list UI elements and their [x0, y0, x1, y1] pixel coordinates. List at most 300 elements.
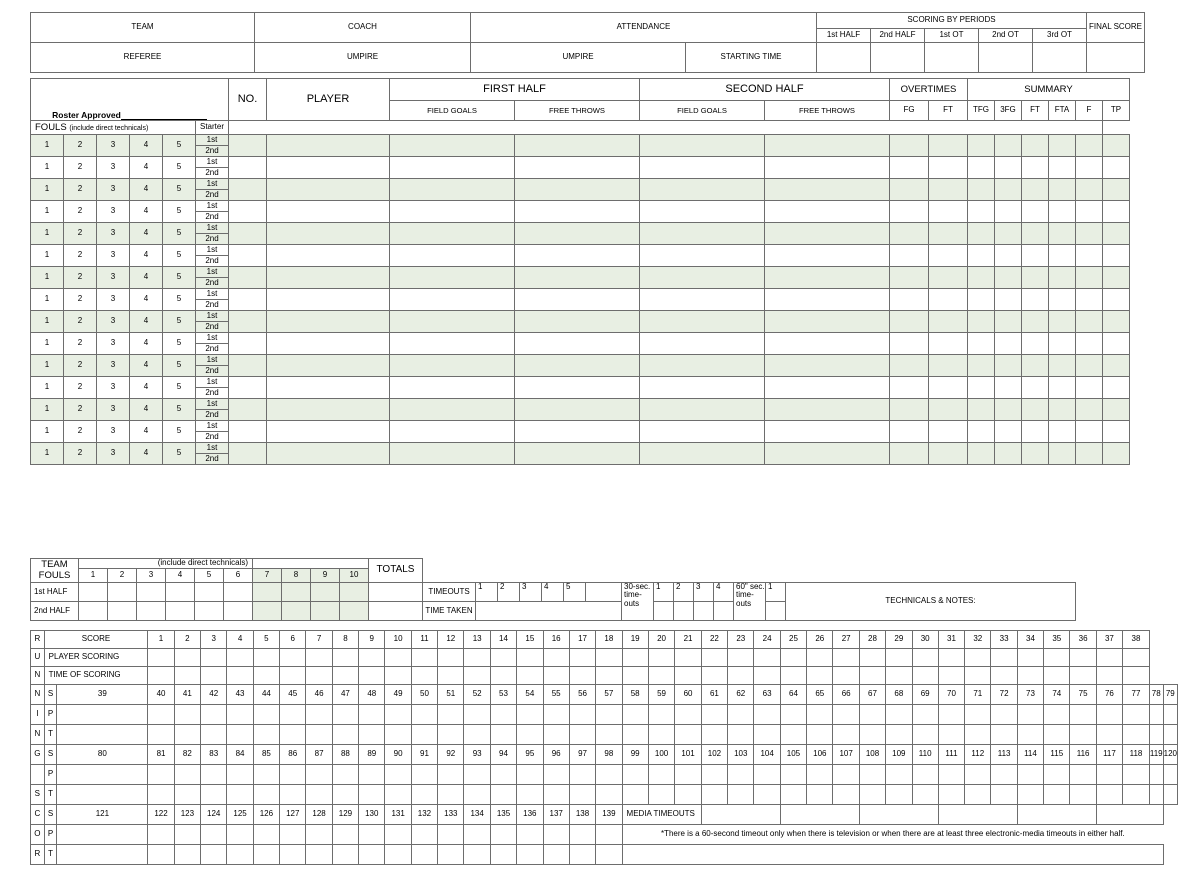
summary-cell[interactable]	[1076, 245, 1103, 267]
tf-cell[interactable]	[311, 583, 340, 602]
score-number-96[interactable]: 96	[543, 745, 569, 765]
score-number-80[interactable]: 80	[57, 745, 148, 765]
score-number-73[interactable]: 73	[1017, 685, 1043, 705]
player-cell[interactable]	[622, 765, 648, 785]
thirty-col-3[interactable]: 3	[694, 583, 714, 602]
tf-total-2nd-half[interactable]	[369, 602, 423, 621]
score-number-56[interactable]: 56	[569, 685, 595, 705]
player-cell[interactable]	[1163, 705, 1177, 725]
time-cell[interactable]	[833, 725, 859, 745]
sh-field-goals-cell[interactable]	[640, 157, 765, 179]
sixty-time-1[interactable]	[766, 602, 786, 621]
player-cell[interactable]	[912, 765, 938, 785]
summary-cell[interactable]	[1049, 135, 1076, 157]
time-cell[interactable]	[780, 785, 806, 805]
ot-ft-cell[interactable]	[929, 135, 968, 157]
player-cell[interactable]	[1149, 705, 1163, 725]
summary-cell[interactable]	[1022, 311, 1049, 333]
player-cell[interactable]	[332, 825, 358, 845]
time-cell[interactable]	[648, 725, 674, 745]
thirty-col-2[interactable]: 2	[674, 583, 694, 602]
sh-free-throws-cell[interactable]	[765, 443, 890, 465]
summary-cell[interactable]	[1049, 443, 1076, 465]
player-cell[interactable]	[1017, 705, 1043, 725]
foul-box-1[interactable]: 1	[31, 443, 64, 465]
field-referee[interactable]	[31, 43, 255, 73]
player-cell[interactable]	[1044, 765, 1070, 785]
player-scoring-cell[interactable]	[517, 649, 543, 667]
foul-box-1[interactable]: 1	[31, 157, 64, 179]
player-scoring-cell[interactable]	[596, 649, 622, 667]
score-number-94[interactable]: 94	[490, 745, 516, 765]
tf-cell[interactable]	[166, 602, 195, 621]
tf-total-1st-half[interactable]	[369, 583, 423, 602]
foul-box-4[interactable]: 4	[130, 377, 163, 399]
player-scoring-cell[interactable]	[754, 649, 780, 667]
summary-cell[interactable]	[1022, 421, 1049, 443]
summary-cell[interactable]	[1022, 399, 1049, 421]
player-cell[interactable]	[174, 765, 200, 785]
time-of-scoring-cell[interactable]	[280, 667, 306, 685]
summary-cell[interactable]	[1103, 355, 1130, 377]
summary-cell[interactable]	[968, 333, 995, 355]
ot-fg-cell[interactable]	[890, 333, 929, 355]
ot-ft-cell[interactable]	[929, 333, 968, 355]
score-number-102[interactable]: 102	[701, 745, 727, 765]
player-cell[interactable]	[1017, 765, 1043, 785]
summary-cell[interactable]	[968, 377, 995, 399]
time-cell[interactable]	[569, 725, 595, 745]
foul-box-1[interactable]: 1	[31, 355, 64, 377]
score-number-119[interactable]: 119	[1149, 745, 1163, 765]
time-cell[interactable]	[148, 785, 174, 805]
ot-fg-cell[interactable]	[890, 179, 929, 201]
starter-1st[interactable]: 1st	[196, 377, 229, 388]
summary-cell[interactable]	[1103, 311, 1130, 333]
summary-cell[interactable]	[1022, 355, 1049, 377]
summary-cell[interactable]	[1076, 311, 1103, 333]
summary-cell[interactable]	[995, 289, 1022, 311]
tf-cell[interactable]	[79, 583, 108, 602]
sh-free-throws-cell[interactable]	[765, 377, 890, 399]
score-number-125[interactable]: 125	[227, 805, 253, 825]
foul-box-3[interactable]: 3	[97, 399, 130, 421]
time-cell[interactable]	[965, 785, 991, 805]
foul-box-3[interactable]: 3	[97, 245, 130, 267]
player-cell[interactable]	[754, 705, 780, 725]
time-cell[interactable]	[385, 725, 411, 745]
time-cell[interactable]	[174, 725, 200, 745]
player-cell[interactable]	[1149, 765, 1163, 785]
time-cell[interactable]	[411, 785, 437, 805]
sh-field-goals-cell[interactable]	[640, 223, 765, 245]
summary-cell[interactable]	[995, 135, 1022, 157]
fh-field-goals-cell[interactable]	[390, 157, 515, 179]
score-number-44[interactable]: 44	[253, 685, 279, 705]
fh-free-throws-cell[interactable]	[515, 135, 640, 157]
player-cell[interactable]	[1070, 705, 1096, 725]
summary-cell[interactable]	[1076, 179, 1103, 201]
player-cell[interactable]	[306, 765, 332, 785]
foul-box-2[interactable]: 2	[64, 157, 97, 179]
score-number-99[interactable]: 99	[622, 745, 648, 765]
foul-box-4[interactable]: 4	[130, 289, 163, 311]
time-cell[interactable]	[754, 725, 780, 745]
time-cell[interactable]	[807, 785, 833, 805]
player-name-cell[interactable]	[267, 179, 390, 201]
time-of-scoring-cell[interactable]	[306, 667, 332, 685]
time-cell[interactable]	[438, 845, 464, 865]
thirty-time-3[interactable]	[694, 602, 714, 621]
starter-1st[interactable]: 1st	[196, 443, 229, 454]
summary-cell[interactable]	[968, 201, 995, 223]
foul-box-1[interactable]: 1	[31, 289, 64, 311]
time-cell[interactable]	[543, 845, 569, 865]
score-number-126[interactable]: 126	[253, 805, 279, 825]
starter-2nd[interactable]: 2nd	[196, 300, 229, 311]
tf-cell[interactable]	[340, 583, 369, 602]
tf-cell[interactable]	[195, 583, 224, 602]
player-scoring-cell[interactable]	[965, 649, 991, 667]
time-cell[interactable]	[201, 725, 227, 745]
time-cell[interactable]	[253, 845, 279, 865]
player-scoring-cell[interactable]	[780, 649, 806, 667]
foul-box-5[interactable]: 5	[163, 377, 196, 399]
time-of-scoring-cell[interactable]	[227, 667, 253, 685]
fh-field-goals-cell[interactable]	[390, 267, 515, 289]
player-cell[interactable]	[280, 765, 306, 785]
fh-field-goals-cell[interactable]	[390, 355, 515, 377]
roster-approved-line[interactable]	[121, 111, 207, 120]
player-cell[interactable]	[675, 705, 701, 725]
summary-cell[interactable]	[1076, 421, 1103, 443]
summary-cell[interactable]	[1022, 289, 1049, 311]
time-of-scoring-cell[interactable]	[490, 667, 516, 685]
summary-cell[interactable]	[968, 223, 995, 245]
player-cell[interactable]	[490, 705, 516, 725]
player-cell[interactable]	[280, 705, 306, 725]
foul-box-2[interactable]: 2	[64, 399, 97, 421]
player-name-cell[interactable]	[267, 135, 390, 157]
time-cell[interactable]	[280, 725, 306, 745]
score-number-103[interactable]: 103	[728, 745, 754, 765]
player-cell[interactable]	[965, 765, 991, 785]
player-scoring-cell[interactable]	[1070, 649, 1096, 667]
player-scoring-cell[interactable]	[807, 649, 833, 667]
player-scoring-cell[interactable]	[728, 649, 754, 667]
time-cell[interactable]	[859, 785, 885, 805]
player-scoring-cell[interactable]	[938, 649, 964, 667]
sh-free-throws-cell[interactable]	[765, 201, 890, 223]
player-scoring-cell[interactable]	[201, 649, 227, 667]
foul-box-2[interactable]: 2	[64, 311, 97, 333]
player-cell[interactable]	[780, 765, 806, 785]
time-cell[interactable]	[174, 845, 200, 865]
summary-cell[interactable]	[1103, 267, 1130, 289]
starter-2nd[interactable]: 2nd	[196, 190, 229, 201]
summary-cell[interactable]	[1076, 267, 1103, 289]
ot-ft-cell[interactable]	[929, 179, 968, 201]
summary-cell[interactable]	[1049, 421, 1076, 443]
foul-box-2[interactable]: 2	[64, 179, 97, 201]
time-cell[interactable]	[543, 725, 569, 745]
time-of-scoring-cell[interactable]	[807, 667, 833, 685]
foul-box-5[interactable]: 5	[163, 135, 196, 157]
player-cell[interactable]	[359, 765, 385, 785]
ot-ft-cell[interactable]	[929, 399, 968, 421]
summary-cell[interactable]	[995, 245, 1022, 267]
thirty-col-4[interactable]: 4	[714, 583, 734, 602]
score-number-88[interactable]: 88	[332, 745, 358, 765]
summary-cell[interactable]	[995, 355, 1022, 377]
time-of-scoring-cell[interactable]	[517, 667, 543, 685]
player-cell[interactable]	[1044, 705, 1070, 725]
score-number-98[interactable]: 98	[596, 745, 622, 765]
sh-free-throws-cell[interactable]	[765, 157, 890, 179]
player-cell[interactable]	[543, 765, 569, 785]
score-number-43[interactable]: 43	[227, 685, 253, 705]
time-cell[interactable]	[728, 785, 754, 805]
summary-cell[interactable]	[995, 157, 1022, 179]
sh-field-goals-cell[interactable]	[640, 443, 765, 465]
summary-cell[interactable]	[1049, 311, 1076, 333]
score-number-112[interactable]: 112	[965, 745, 991, 765]
summary-cell[interactable]	[1022, 223, 1049, 245]
foul-box-1[interactable]: 1	[31, 311, 64, 333]
foul-box-1[interactable]: 1	[31, 179, 64, 201]
summary-cell[interactable]	[1076, 157, 1103, 179]
time-cell[interactable]	[1123, 725, 1150, 745]
fh-free-throws-cell[interactable]	[515, 421, 640, 443]
summary-cell[interactable]	[995, 377, 1022, 399]
summary-cell[interactable]	[1022, 135, 1049, 157]
sh-field-goals-cell[interactable]	[640, 377, 765, 399]
time-cell[interactable]	[306, 725, 332, 745]
time-cell[interactable]	[280, 785, 306, 805]
summary-cell[interactable]	[1103, 245, 1130, 267]
player-cell[interactable]	[201, 765, 227, 785]
sh-field-goals-cell[interactable]	[640, 399, 765, 421]
player-cell[interactable]	[359, 705, 385, 725]
player-scoring-cell[interactable]	[701, 649, 727, 667]
time-cell[interactable]	[675, 785, 701, 805]
player-name-cell[interactable]	[267, 333, 390, 355]
player-scoring-cell[interactable]	[569, 649, 595, 667]
fh-free-throws-cell[interactable]	[515, 333, 640, 355]
summary-cell[interactable]	[1049, 289, 1076, 311]
player-number-cell[interactable]	[229, 289, 267, 311]
timeout-col-4[interactable]: 4	[542, 583, 564, 602]
foul-box-5[interactable]: 5	[163, 201, 196, 223]
time-cell[interactable]	[517, 785, 543, 805]
sh-field-goals-cell[interactable]	[640, 135, 765, 157]
starter-2nd[interactable]: 2nd	[196, 344, 229, 355]
foul-box-3[interactable]: 3	[97, 333, 130, 355]
time-of-scoring-cell[interactable]	[1096, 667, 1122, 685]
fh-field-goals-cell[interactable]	[390, 289, 515, 311]
time-of-scoring-cell[interactable]	[332, 667, 358, 685]
fh-field-goals-cell[interactable]	[390, 179, 515, 201]
tf-cell[interactable]	[137, 583, 166, 602]
fh-field-goals-cell[interactable]	[390, 135, 515, 157]
score-number-54[interactable]: 54	[517, 685, 543, 705]
player-cell[interactable]	[780, 705, 806, 725]
fh-field-goals-cell[interactable]	[390, 245, 515, 267]
tf-cell[interactable]	[224, 602, 253, 621]
time-cell[interactable]	[648, 785, 674, 805]
player-name-cell[interactable]	[267, 399, 390, 421]
score-number-48[interactable]: 48	[359, 685, 385, 705]
tf-cell[interactable]	[224, 583, 253, 602]
fh-free-throws-cell[interactable]	[515, 311, 640, 333]
player-cell[interactable]	[728, 705, 754, 725]
time-cell[interactable]	[859, 725, 885, 745]
time-cell[interactable]	[1017, 785, 1043, 805]
summary-cell[interactable]	[1103, 399, 1130, 421]
time-cell[interactable]	[1163, 785, 1177, 805]
ot-fg-cell[interactable]	[890, 355, 929, 377]
time-cell[interactable]	[201, 845, 227, 865]
player-cell[interactable]	[411, 765, 437, 785]
player-number-cell[interactable]	[229, 267, 267, 289]
player-name-cell[interactable]	[267, 267, 390, 289]
foul-box-3[interactable]: 3	[97, 443, 130, 465]
time-cell[interactable]	[938, 725, 964, 745]
player-number-cell[interactable]	[229, 157, 267, 179]
time-cell[interactable]	[622, 785, 648, 805]
time-of-scoring-cell[interactable]	[411, 667, 437, 685]
ot-ft-cell[interactable]	[929, 289, 968, 311]
ot-fg-cell[interactable]	[890, 399, 929, 421]
player-scoring-cell[interactable]	[438, 649, 464, 667]
player-cell[interactable]	[438, 705, 464, 725]
starter-2nd[interactable]: 2nd	[196, 256, 229, 267]
summary-cell[interactable]	[968, 267, 995, 289]
player-cell[interactable]	[253, 765, 279, 785]
time-cell[interactable]	[385, 845, 411, 865]
time-cell[interactable]	[57, 785, 148, 805]
foul-box-4[interactable]: 4	[130, 399, 163, 421]
tf-cell[interactable]	[311, 602, 340, 621]
ot-fg-cell[interactable]	[890, 289, 929, 311]
time-cell[interactable]	[332, 725, 358, 745]
time-of-scoring-cell[interactable]	[253, 667, 279, 685]
time-cell[interactable]	[385, 785, 411, 805]
player-name-cell[interactable]	[267, 443, 390, 465]
summary-cell[interactable]	[968, 443, 995, 465]
summary-cell[interactable]	[1103, 333, 1130, 355]
score-number-50[interactable]: 50	[411, 685, 437, 705]
ot-ft-cell[interactable]	[929, 355, 968, 377]
player-cell[interactable]	[517, 765, 543, 785]
ot-fg-cell[interactable]	[890, 443, 929, 465]
score-number-115[interactable]: 115	[1044, 745, 1070, 765]
foul-box-3[interactable]: 3	[97, 421, 130, 443]
foul-box-3[interactable]: 3	[97, 201, 130, 223]
score-number-46[interactable]: 46	[306, 685, 332, 705]
score-number-124[interactable]: 124	[201, 805, 227, 825]
score-number-90[interactable]: 90	[385, 745, 411, 765]
summary-cell[interactable]	[968, 245, 995, 267]
player-number-cell[interactable]	[229, 201, 267, 223]
score-number-92[interactable]: 92	[438, 745, 464, 765]
starter-1st[interactable]: 1st	[196, 135, 229, 146]
player-scoring-cell[interactable]	[411, 649, 437, 667]
player-cell[interactable]	[991, 765, 1017, 785]
foul-box-2[interactable]: 2	[64, 289, 97, 311]
summary-cell[interactable]	[995, 311, 1022, 333]
summary-cell[interactable]	[1049, 223, 1076, 245]
score-number-84[interactable]: 84	[227, 745, 253, 765]
time-of-scoring-cell[interactable]	[359, 667, 385, 685]
foul-box-1[interactable]: 1	[31, 135, 64, 157]
time-cell[interactable]	[517, 725, 543, 745]
score-number-49[interactable]: 49	[385, 685, 411, 705]
score-number-63[interactable]: 63	[754, 685, 780, 705]
score-number-104[interactable]: 104	[754, 745, 780, 765]
player-cell[interactable]	[1070, 765, 1096, 785]
score-number-121[interactable]: 121	[57, 805, 148, 825]
player-scoring-cell[interactable]	[464, 649, 490, 667]
summary-cell[interactable]	[1103, 179, 1130, 201]
foul-box-4[interactable]: 4	[130, 311, 163, 333]
summary-cell[interactable]	[968, 135, 995, 157]
tf-cell[interactable]	[166, 583, 195, 602]
sh-free-throws-cell[interactable]	[765, 135, 890, 157]
score-number-71[interactable]: 71	[965, 685, 991, 705]
player-cell[interactable]	[1096, 765, 1122, 785]
score-number-113[interactable]: 113	[991, 745, 1017, 765]
player-cell[interactable]	[57, 825, 148, 845]
time-of-scoring-cell[interactable]	[174, 667, 200, 685]
foul-box-3[interactable]: 3	[97, 223, 130, 245]
summary-cell[interactable]	[968, 157, 995, 179]
player-number-cell[interactable]	[229, 245, 267, 267]
time-cell[interactable]	[464, 845, 490, 865]
foul-box-1[interactable]: 1	[31, 333, 64, 355]
starter-1st[interactable]: 1st	[196, 399, 229, 410]
foul-box-2[interactable]: 2	[64, 443, 97, 465]
foul-box-2[interactable]: 2	[64, 223, 97, 245]
player-name-cell[interactable]	[267, 245, 390, 267]
score-number-105[interactable]: 105	[780, 745, 806, 765]
time-of-scoring-cell[interactable]	[912, 667, 938, 685]
player-cell[interactable]	[596, 765, 622, 785]
time-of-scoring-cell[interactable]	[464, 667, 490, 685]
player-cell[interactable]	[886, 765, 912, 785]
score-number-118[interactable]: 118	[1123, 745, 1150, 765]
score-cell-2nd-half[interactable]	[871, 43, 925, 73]
player-scoring-cell[interactable]	[306, 649, 332, 667]
player-name-cell[interactable]	[267, 311, 390, 333]
summary-cell[interactable]	[995, 421, 1022, 443]
player-cell[interactable]	[438, 765, 464, 785]
score-number-69[interactable]: 69	[912, 685, 938, 705]
score-number-67[interactable]: 67	[859, 685, 885, 705]
player-cell[interactable]	[227, 825, 253, 845]
summary-cell[interactable]	[1049, 157, 1076, 179]
foul-box-1[interactable]: 1	[31, 223, 64, 245]
sh-free-throws-cell[interactable]	[765, 333, 890, 355]
field-umpire-2[interactable]	[471, 43, 686, 73]
player-number-cell[interactable]	[229, 223, 267, 245]
summary-cell[interactable]	[1049, 245, 1076, 267]
foul-box-5[interactable]: 5	[163, 223, 196, 245]
score-number-60[interactable]: 60	[675, 685, 701, 705]
fh-field-goals-cell[interactable]	[390, 223, 515, 245]
score-number-64[interactable]: 64	[780, 685, 806, 705]
player-cell[interactable]	[728, 765, 754, 785]
